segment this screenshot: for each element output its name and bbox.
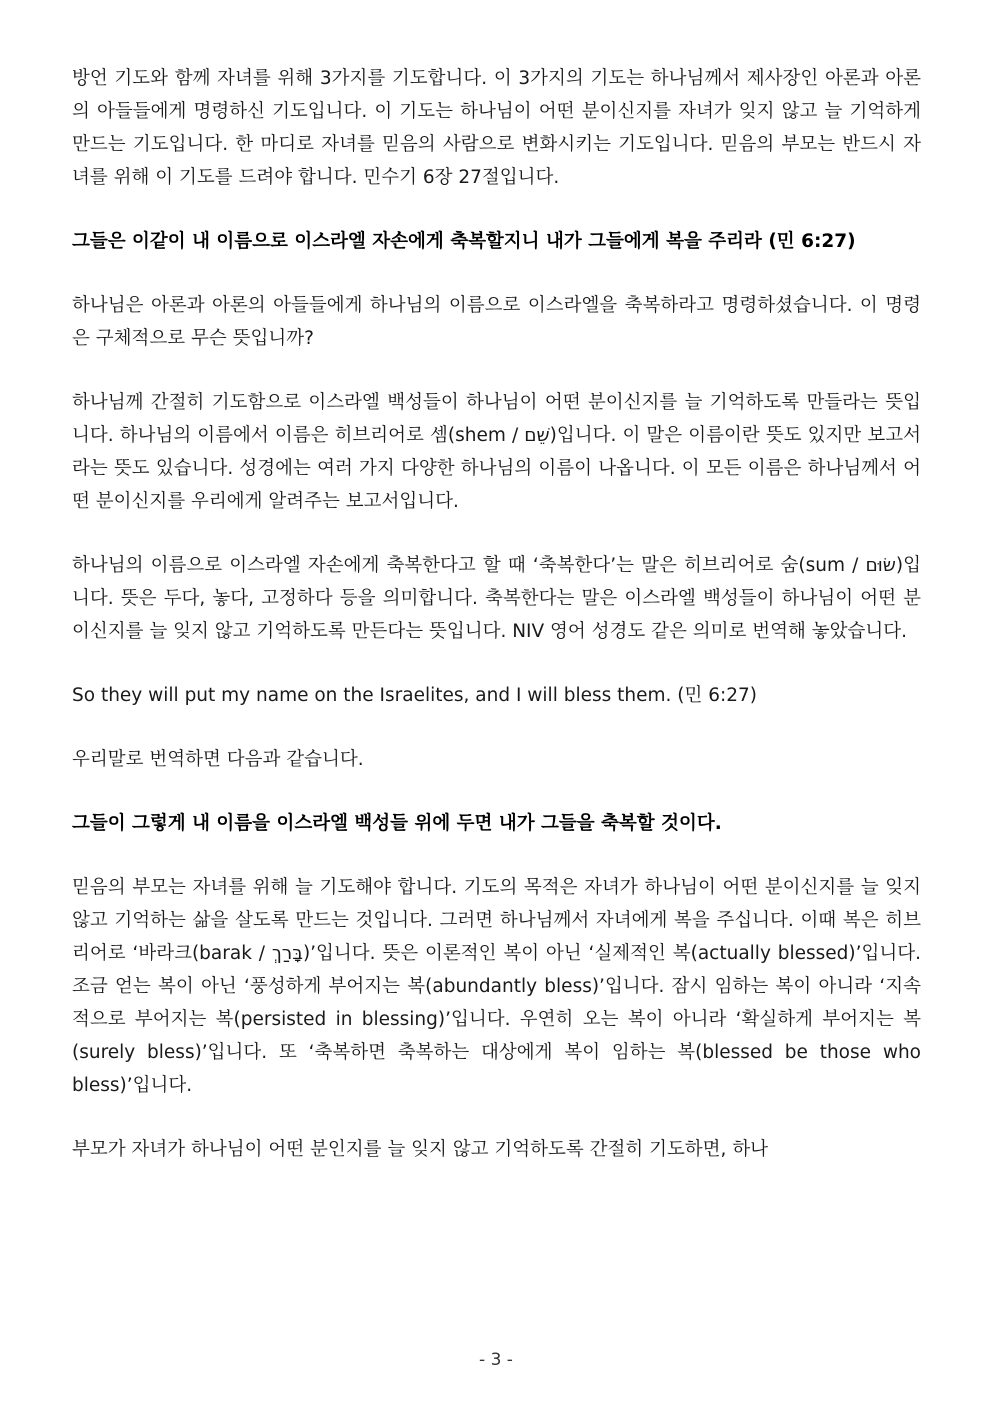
body-paragraph: 부모가 자녀가 하나님이 어떤 분인지를 늘 잊지 않고 기억하도록 간절히 기도하면, 하나 [72, 1139, 769, 1160]
english-verse: So they will put my name on the Israelites, and I will bless them. (민 6:27) [72, 685, 758, 706]
body-paragraph: 하나님의 이름으로 이스라엘 자손에게 축복한다고 할 때 ‘축복한다’는 말은 히브리어로 숨(sum / שׂוּם)입니다. 뜻은 두다, 놓다, 고정하다 등을 의미합니다. 축복한다는 말은 이스라엘 백성들이 하나님이 어떤 분이신지를 늘 잊지 않고 기억하도록 만든다는 뜻입니다. NIV 영어 성경도 같은 의미로 번역해 놓았습니다. [72, 555, 921, 642]
document-page [72, 62, 921, 1197]
scripture-quote: 그들은 이같이 내 이름으로 이스라엘 자손에게 축복할지니 내가 그들에게 복을 주리라 (민 6:27) [72, 231, 856, 252]
body-paragraph: 믿음의 부모는 자녀를 위해 늘 기도해야 합니다. 기도의 목적은 자녀가 하나님이 어떤 분이신지를 늘 잊지 않고 기억하는 삶을 살도록 만드는 것입니다. 그러면 하나님께서 자녀에게 복을 주십니다. 이때 복은 히브리어로 ‘바라크(barak / בָּרַךְ)’입니다. 뜻은 이론적인 복이 아닌 ‘실제적인 복(actually blessed)’입니다. 조금 얻는 복이 아닌 ‘풍성하게 부어지는 복(abundantly bless)’입니다. 잠시 임하는 복이 아니라 ‘지속적으로 부어지는 복(persisted in blessing)’입니다. 우연히 오는 복이 아니라 ‘확실하게 부어지는 복(surely bless)’입니다. 또 ‘축복하면 축복하는 대상에게 복이 임하는 복(blessed be those who bless)’입니다. [72, 877, 922, 1096]
page-number: - 3 - [479, 1350, 513, 1370]
body-paragraph: 방언 기도와 함께 자녀를 위해 3가지를 기도합니다. 이 3가지의 기도는 하나님께서 제사장인 아론과 아론의 아들들에게 명령하신 기도입니다. 이 기도는 하나님이 어떤 분이신지를 자녀가 잊지 않고 늘 기억하게 만드는 기도입니다. 한 마디로 자녀를 믿음의 사람으로 변화시키는 기도입니다. 믿음의 부모는 반드시 자녀를 위해 이 기도를 드려야 합니다. 민수기 6장 27절입니다. [72, 68, 921, 188]
translated-verse: 그들이 그렇게 내 이름을 이스라엘 백성들 위에 두면 내가 그들을 축복할 것이다. [72, 813, 722, 834]
body-paragraph: 하나님께 간절히 기도함으로 이스라엘 백성들이 하나님이 어떤 분이신지를 늘 기억하도록 만들라는 뜻입니다. 하나님의 이름에서 이름은 히브리어로 셈(shem / שֵׁם)입니다. 이 말은 이름이란 뜻도 있지만 보고서라는 뜻도 있습니다. 성경에는 여러 가지 다양한 하나님의 이름이 나옵니다. 이 모든 이름은 하나님께서 어떤 분이신지를 우리에게 알려주는 보고서입니다. [72, 392, 921, 512]
body-paragraph: 우리말로 번역하면 다음과 같습니다. [72, 749, 364, 770]
body-paragraph: 하나님은 아론과 아론의 아들들에게 하나님의 이름으로 이스라엘을 축복하라고 명령하셨습니다. 이 명령은 구체적으로 무슨 뜻입니까? [72, 295, 921, 349]
